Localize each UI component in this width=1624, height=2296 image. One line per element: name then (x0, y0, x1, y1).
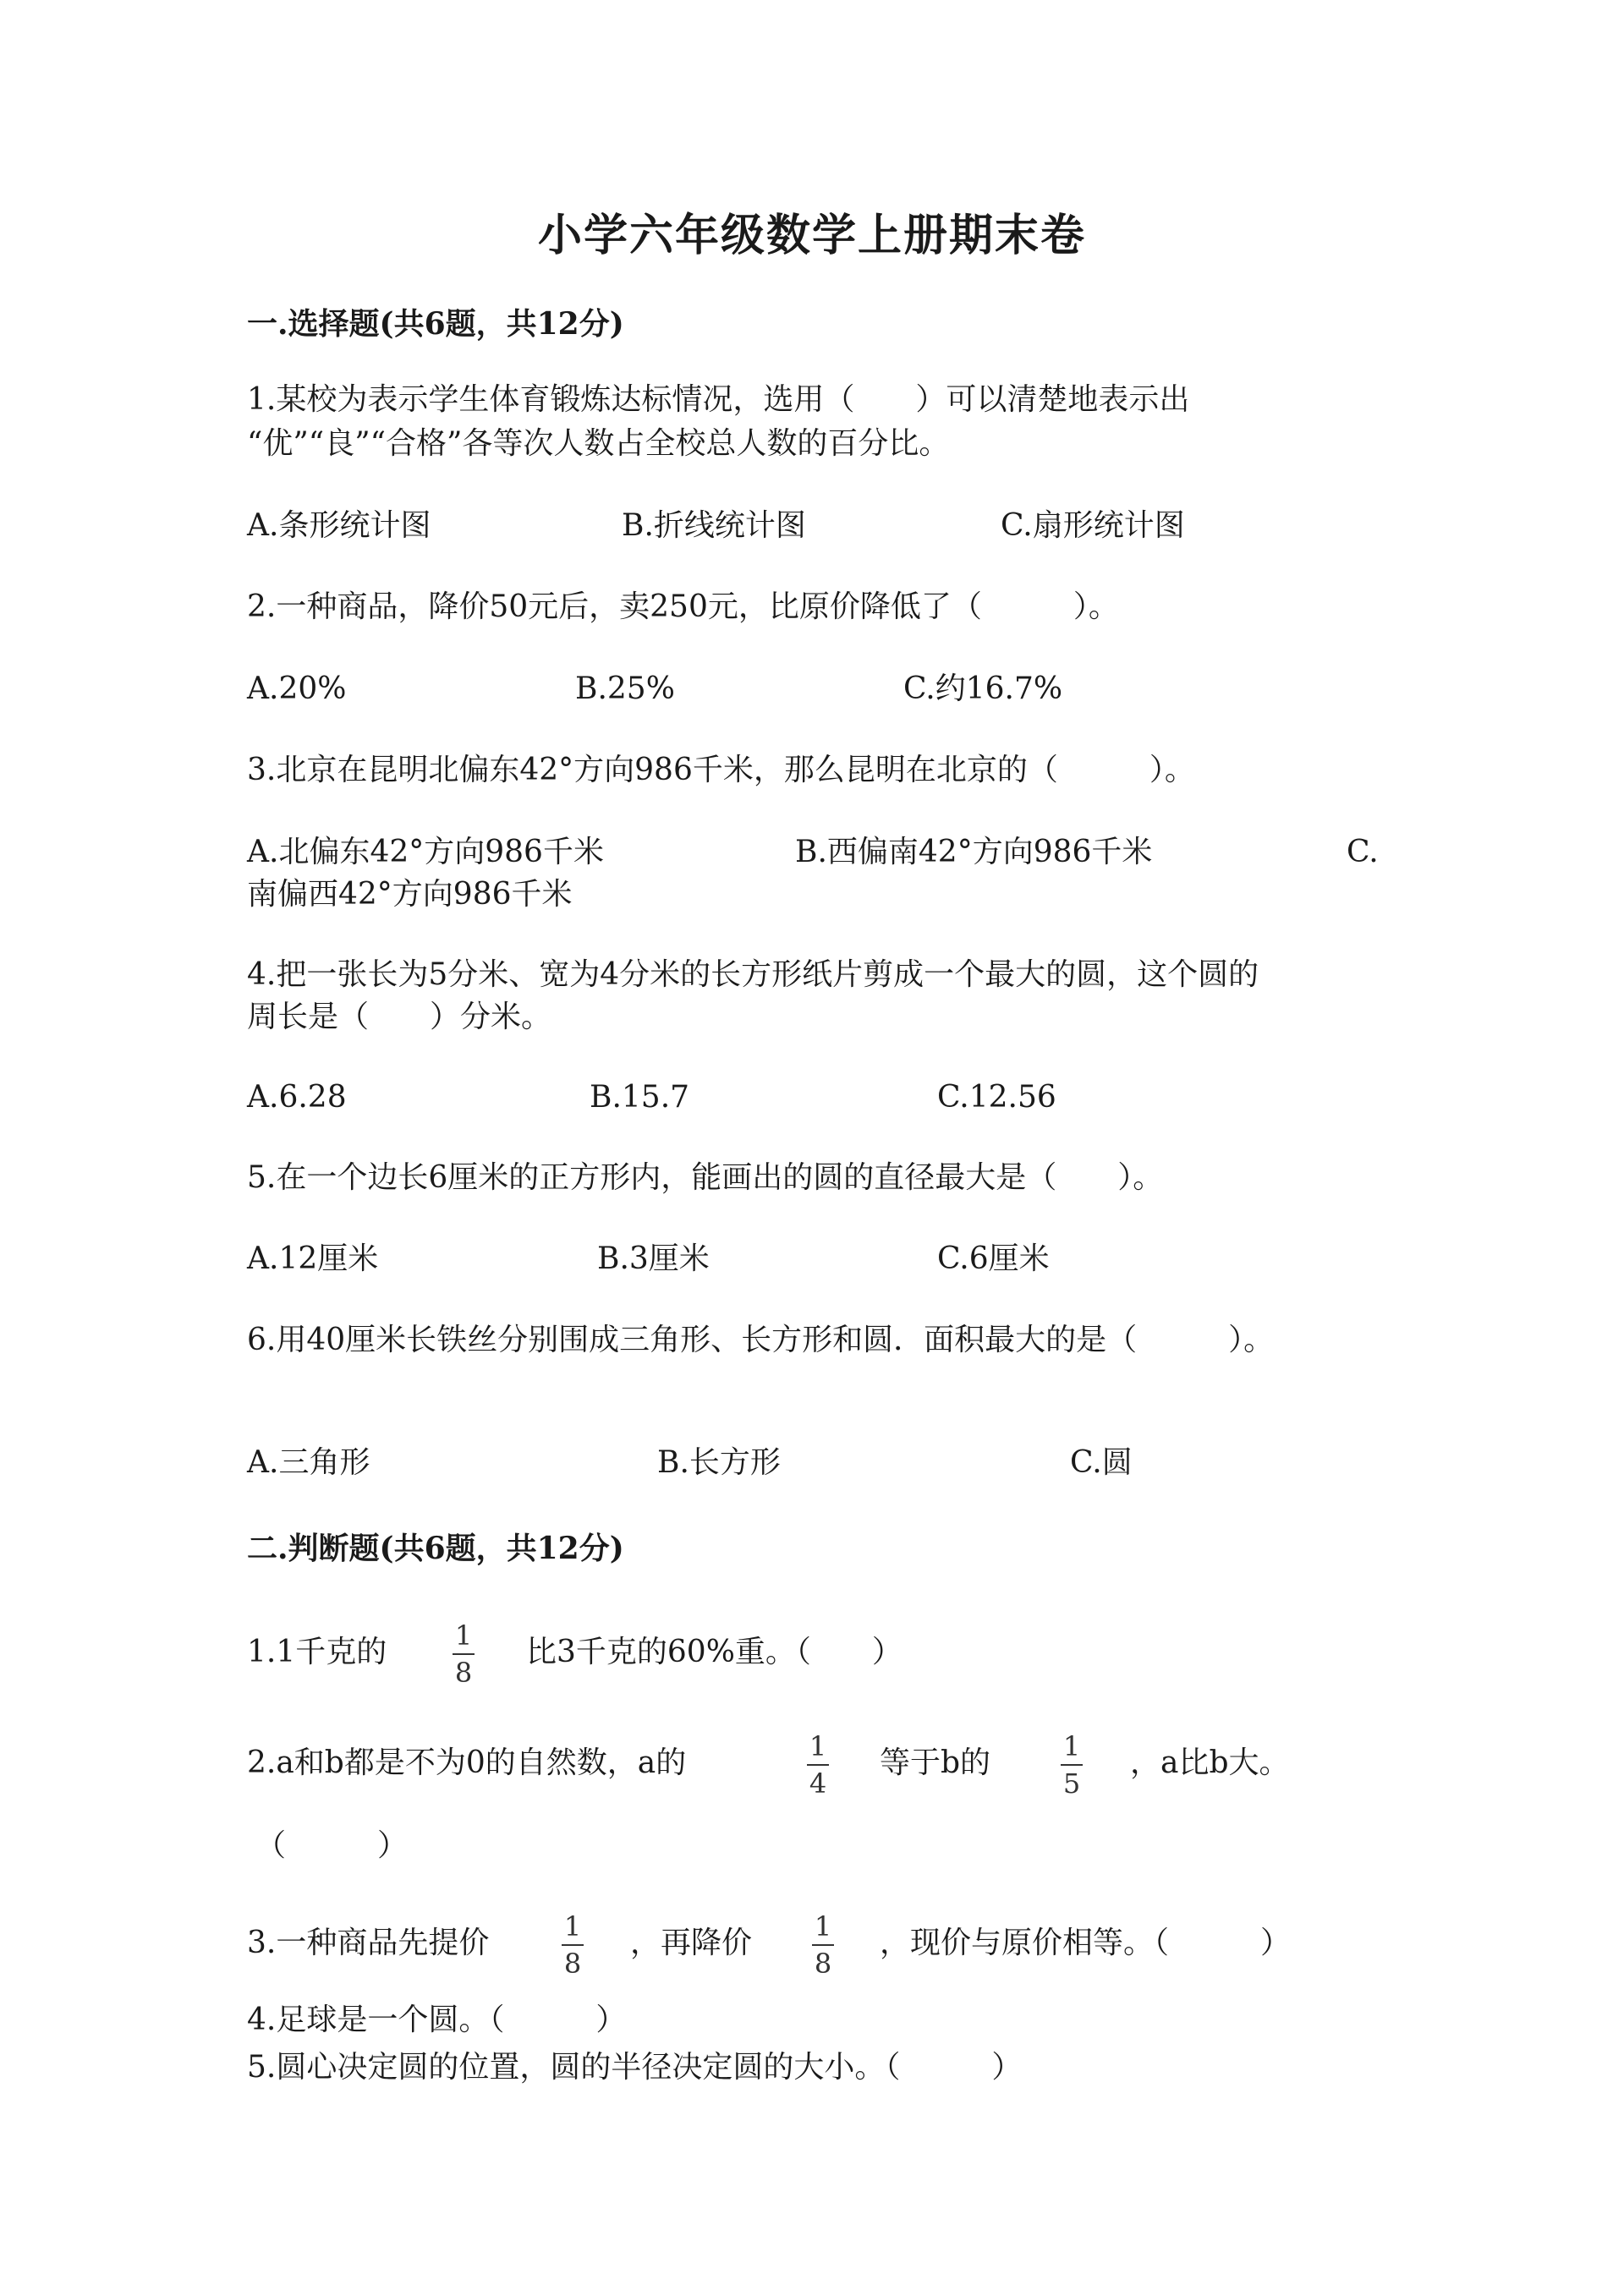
question-3-option-b: B.西偏南42°方向986千米 (795, 835, 1153, 869)
question-2-option-b: B.25% (575, 671, 675, 706)
question-6-option-c: C.圆 (1070, 1445, 1133, 1480)
judgment-4-text: 4.足球是一个圆。（ ） (247, 2003, 627, 2037)
question-1-option-c: C.扇形统计图 (1001, 508, 1185, 543)
fraction-numerator: 1 (814, 1910, 832, 1943)
question-6-option-b: B.长方形 (657, 1445, 781, 1480)
fraction-one-eighth (453, 1620, 475, 1688)
judgment-3-text-c: ，现价与原价相等。（ ） (880, 1926, 1292, 1960)
question-1-option-b: B.折线统计图 (622, 508, 806, 543)
fraction-one-quarter (807, 1731, 829, 1799)
fraction-numerator: 1 (1062, 1730, 1081, 1762)
question-1-option-a: A.条形统计图 (247, 508, 431, 543)
question-6-option-a: A.三角形 (247, 1445, 370, 1480)
fraction-bar (562, 1944, 584, 1946)
judgment-5-text: 5.圆心决定圆的位置，圆的半径决定圆的大小。（ ） (247, 2050, 1023, 2085)
question-6-text: 6.用40厘米长铁丝分别围成三角形、长方形和圆．面积最大的是（ ）。 (247, 1323, 1275, 1357)
fraction-bar (807, 1764, 829, 1766)
fraction-denominator: 8 (814, 1948, 832, 1980)
section-heading-choice: 一.选择题(共6题，共12分) (247, 306, 624, 342)
question-5-option-b: B.3厘米 (597, 1241, 710, 1276)
fraction-bar (453, 1653, 475, 1655)
page-title: 小学六年级数学上册期末卷 (537, 210, 1086, 261)
question-2-option-c: C.约16.7% (903, 671, 1063, 706)
judgment-3-text-a: 3.一种商品先提价 (247, 1926, 490, 1960)
fraction-denominator: 8 (563, 1948, 582, 1980)
judgment-1-text-a: 1.1千克的 (247, 1635, 387, 1669)
fraction-bar (812, 1944, 834, 1946)
question-3-option-c-text: 南偏西42°方向986千米 (247, 877, 573, 912)
judgment-2-text-c: ，a比b大。 (1130, 1745, 1290, 1780)
question-4-option-a: A.6.28 (247, 1080, 347, 1115)
fraction-one-fifth (1061, 1731, 1083, 1799)
fraction-one-eighth-raise (562, 1911, 584, 1979)
fraction-numerator: 1 (454, 1619, 473, 1652)
judgment-3-text-b: ，再降价 (630, 1926, 753, 1960)
question-3-option-a: A.北偏东42°方向986千米 (247, 835, 604, 869)
question-3-text: 3.北京在昆明北偏东42°方向986千米，那么昆明在北京的（ ）。 (247, 753, 1195, 787)
question-4-line-1: 4.把一张长为5分米、宽为4分米的长方形纸片剪成一个最大的圆，这个圆的 (247, 957, 1259, 992)
question-2-text: 2.一种商品，降价50元后，卖250元，比原价降低了（ ）。 (247, 589, 1119, 624)
question-4-option-c: C.12.56 (937, 1080, 1056, 1115)
fraction-one-eighth-lower (812, 1911, 834, 1979)
question-4-option-b: B.15.7 (590, 1080, 690, 1115)
judgment-2-answer-blank: （ ） (255, 1828, 409, 1863)
question-2-option-a: A.20% (247, 671, 347, 706)
fraction-numerator: 1 (809, 1730, 827, 1762)
judgment-2-text-b: 等于b的 (880, 1745, 991, 1780)
question-5-text: 5.在一个边长6厘米的正方形内，能画出的圆的直径最大是（ ）。 (247, 1160, 1164, 1195)
fraction-denominator: 8 (454, 1657, 473, 1689)
fraction-denominator: 4 (809, 1767, 827, 1800)
judgment-1-text-b: 比3千克的60%重。（ ） (526, 1635, 903, 1669)
question-5-option-a: A.12厘米 (247, 1241, 379, 1276)
section-heading-judgment: 二.判断题(共6题，共12分) (247, 1531, 624, 1566)
question-3-option-c-label: C. (1347, 835, 1379, 869)
judgment-2-text-a: 2.a和b都是不为0的自然数，a的 (247, 1745, 687, 1780)
fraction-bar (1061, 1764, 1083, 1766)
question-5-option-c: C.6厘米 (937, 1241, 1050, 1276)
fraction-denominator: 5 (1062, 1767, 1081, 1800)
fraction-numerator: 1 (563, 1910, 582, 1943)
question-4-line-2: 周长是（ ）分米。 (247, 1000, 552, 1034)
question-1-line-2: “优”“良”“合格”各等次人数占全校总人数的百分比。 (247, 426, 950, 461)
question-1-line-1: 1.某校为表示学生体育锻炼达标情况，选用（ ）可以清楚地表示出 (247, 382, 1190, 417)
